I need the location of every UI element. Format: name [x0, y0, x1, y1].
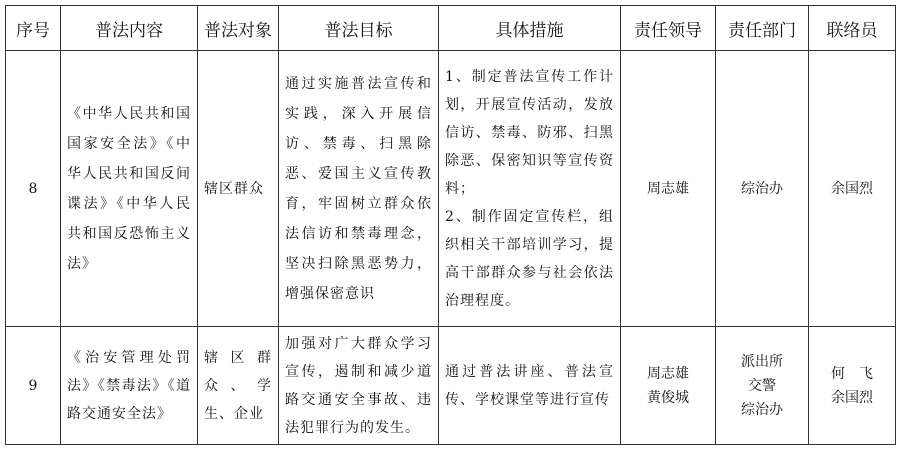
leader-name: 黄俊城	[647, 389, 689, 406]
liaison-name: 余国烈	[831, 389, 873, 406]
row-liaison	[809, 51, 896, 327]
row-target: 辖区群众	[198, 51, 279, 327]
header-goal: 普法目标	[279, 6, 439, 51]
leader-name: 周志雄	[647, 365, 689, 382]
row-content: 《中华人民共和国国家安全法》《中华人民共和国反间谍法》《中华人民共和国反恐怖主义法》	[61, 51, 198, 327]
department-name: 综治办	[741, 401, 783, 418]
header-department: 责任部门	[716, 6, 809, 51]
leader-name: 周志雄	[647, 180, 689, 197]
table-row	[6, 51, 896, 327]
header-leader: 责任领导	[621, 6, 716, 51]
row-department	[716, 327, 809, 445]
department-name: 派出所	[741, 353, 783, 370]
row-goal: 加强对广大群众学习宣传，遏制和减少道路交通安全事故、违法犯罪行为的发生。	[279, 327, 439, 445]
header-index: 序号	[6, 6, 61, 51]
department-name: 综治办	[741, 180, 783, 197]
row-liaison	[809, 327, 896, 445]
row-index: 9	[6, 327, 61, 445]
row-goal: 通过实施普法宣传和实践，深入开展信访、禁毒、扫黑除恶、爱国主义宣传教育，牢固树立群众依法信访和禁毒理念，坚决扫除黑恶势力，增强保密意识	[279, 51, 439, 327]
header-content: 普法内容	[61, 6, 198, 51]
row-leader	[621, 327, 716, 445]
row-content: 《治安管理处罚法》《禁毒法》《道路交通安全法》	[61, 327, 198, 445]
measure-item: 2、制作固定宣传栏，组织相关干部培训学习，提高干部群众参与社会依法治理程度。	[445, 208, 614, 309]
header-measures: 具体措施	[439, 6, 621, 51]
header-liaison: 联络员	[809, 6, 896, 51]
row-leader	[621, 51, 716, 327]
measure-item: 通过普法讲座、普法宣传、学校课堂等进行宣传	[445, 363, 614, 408]
legal-education-table	[5, 5, 896, 445]
liaison-name: 余国烈	[831, 180, 873, 197]
row-target: 辖区群众、学生、企业	[198, 327, 279, 445]
row-measures	[439, 327, 621, 445]
row-measures	[439, 51, 621, 327]
header-target: 普法对象	[198, 6, 279, 51]
row-index: 8	[6, 51, 61, 327]
measure-item: 1、制定普法宣传工作计划，开展宣传活动，发放信访、禁毒、防邪、扫黑除恶、保密知识等宣传资料；	[445, 68, 614, 197]
table-row	[6, 327, 896, 445]
header-row	[6, 6, 896, 51]
liaison-name: 何 飞	[831, 365, 873, 382]
row-department	[716, 51, 809, 327]
department-name: 交警	[748, 377, 776, 394]
